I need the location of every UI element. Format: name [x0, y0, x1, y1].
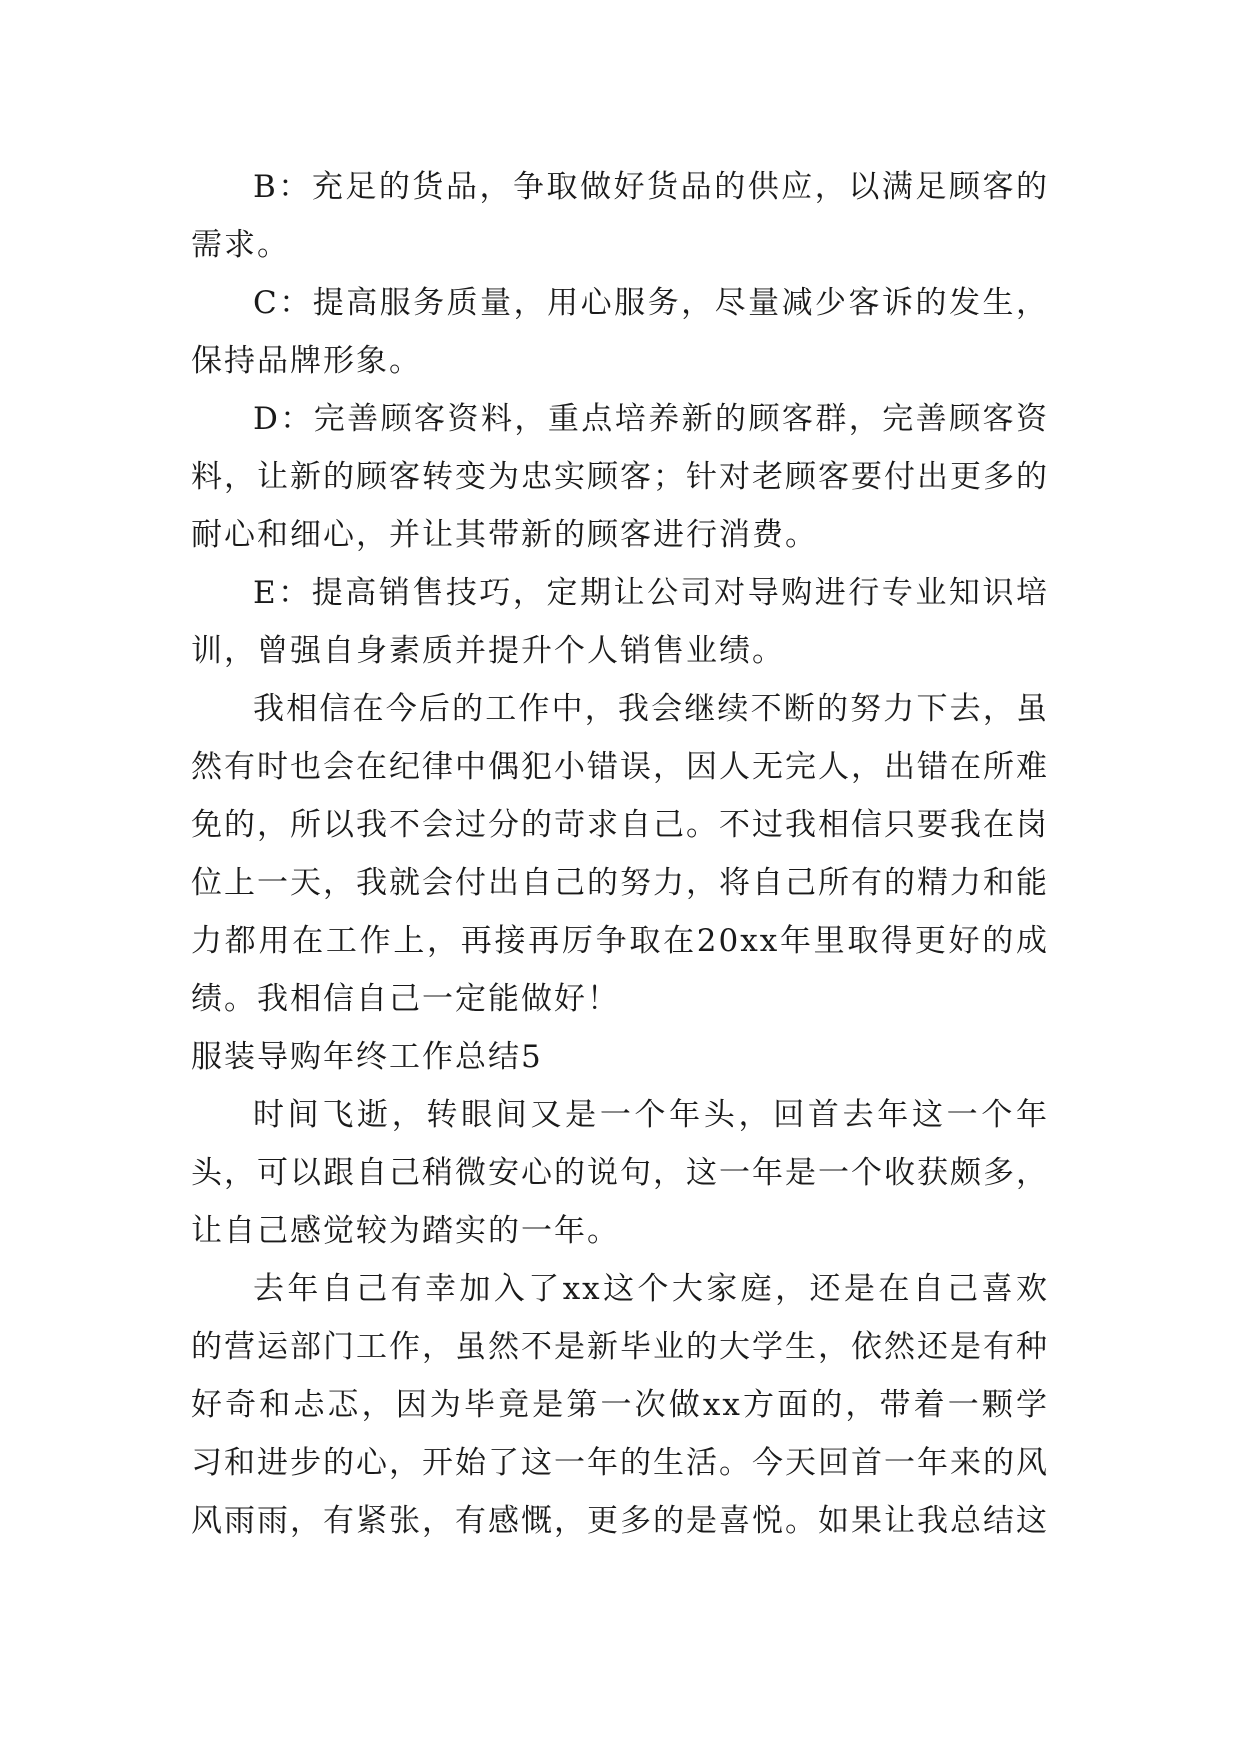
paragraph-body: 去年自己有幸加入了xx这个大家庭，还是在自己喜欢的营运部门工作，虽然不是新毕业的大学生，依然还是有种好奇和忐忑，因为毕竟是第一次做xx方面的，带着一颗学习和进步的心，开始了这一年的生活。今天回首一年来的风风雨雨，有紧张，有感慨，更多的是喜悦。如果让我总结这 [191, 1271, 1049, 1539]
paragraph-b: B：充足的货品，争取做好货品的供应，以满足顾客的需求。 [191, 169, 1049, 263]
paragraph-conclusion: 我相信在今后的工作中，我会继续不断的努力下去，虽然有时也会在纪律中偶犯小错误，因人无完人，出错在所难免的，所以我不会过分的苛求自己。不过我相信只要我在岗位上一天，我就会付出自己的努力，将自己所有的精力和能力都用在工作上，再接再厉争取在20xx年里取得更好的成绩。我相信自己一定能做好！ [191, 691, 1049, 1017]
paragraph-e: E：提高销售技巧，定期让公司对导购进行专业知识培训，曾强自身素质并提升个人销售业绩。 [191, 575, 1049, 669]
paragraph-intro: 时间飞逝，转眼间又是一个年头，回首去年这一个年头，可以跟自己稍微安心的说句，这一年是一个收获颇多，让自己感觉较为踏实的一年。 [191, 1097, 1049, 1249]
paragraph-c: C：提高服务质量，用心服务，尽量减少客诉的发生，保持品牌形象。 [191, 285, 1049, 379]
document-body [191, 158, 1049, 1550]
section-heading: 服装导购年终工作总结5 [191, 1039, 543, 1075]
paragraph-d: D：完善顾客资料，重点培养新的顾客群，完善顾客资料，让新的顾客转变为忠实顾客；针对老顾客要付出更多的耐心和细心，并让其带新的顾客进行消费。 [191, 401, 1049, 553]
